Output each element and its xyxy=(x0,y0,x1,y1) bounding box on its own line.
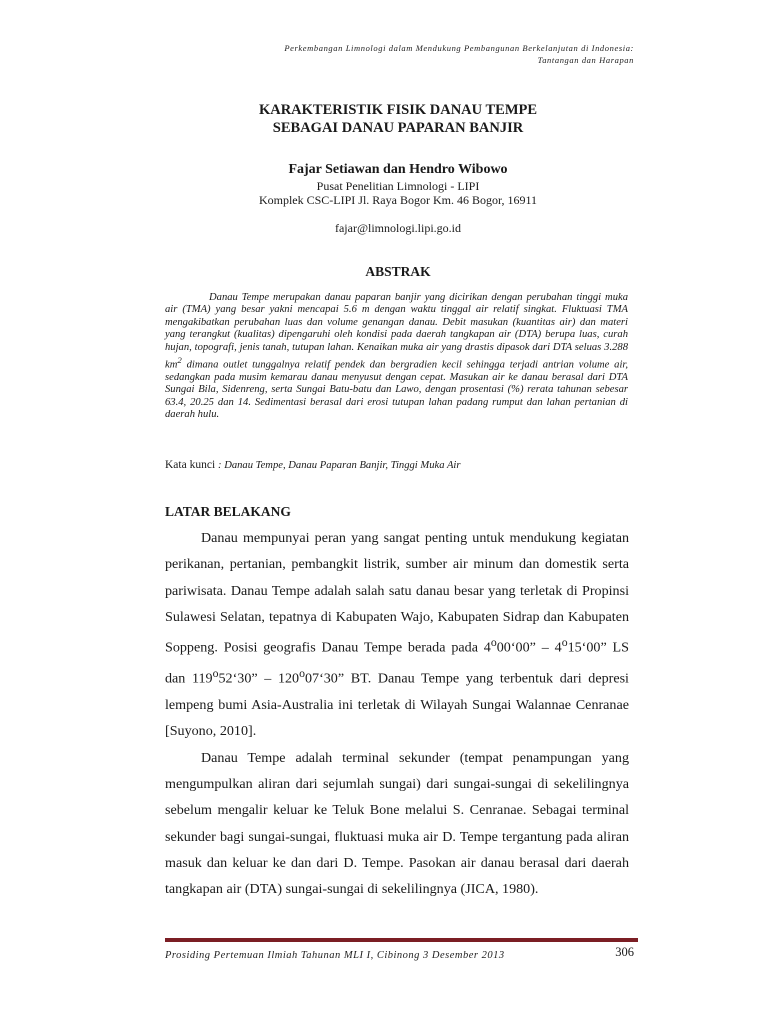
body-text xyxy=(165,525,629,903)
abstract-superscript: 2 xyxy=(177,355,182,366)
paragraph-1 xyxy=(165,525,629,745)
degree-sup: o xyxy=(561,636,568,650)
authors: Fajar Setiawan dan Hendro Wibowo xyxy=(288,162,508,177)
abstract-text-b: dimana outlet tunggalnya relatif pendek dan bergradien kecil sehingga terjadi antrian volume air, sedangkan pada musim kemarau danau menyusut dengan cepat. Masukan air ke danau berasal dari DTA Sungai Bila, Sidenreng, serta Sungai Batu-batu dan Lawo, dengan prosentasi (%) rerata tahunan sebesar 63.4, 20.25 dan 14. Sedimentasi berasal dari erosi tutupan lahan padang rumput dan lahan pertanian di daerah hulu. xyxy=(165,359,628,421)
page-number: 306 xyxy=(615,945,634,959)
degree-sup: o xyxy=(490,636,497,650)
abstract-heading: ABSTRAK xyxy=(365,264,431,279)
footer-rule xyxy=(165,938,638,942)
degree-sup: o xyxy=(212,667,219,681)
affiliation-line2: Komplek CSC-LIPI Jl. Raya Bogor Km. 46 Bogor, 16911 xyxy=(258,193,538,207)
p1-part-a: Danau mempunyai peran yang sangat penting untuk mendukung kegiatan perikanan, pertanian, pembangkit listrik, sumber air minum dan domestik serta pariwisata. Danau Tempe adalah salah satu danau besar yang terletak di Propinsi Sulawesi Selatan, tepatnya di Kabupaten Wajo, Kabupaten Sidrap dan Kabupaten Soppeng. Posisi geografis Danau Tempe berada pada 4 xyxy=(165,530,629,656)
running-header-line1: Perkembangan Limnologi dalam Mendukung Pembangunan Berkelanjutan di Indonesia: xyxy=(284,43,634,53)
author-email: fajar@limnologi.lipi.go.id xyxy=(334,221,462,235)
footer-text: Prosiding Pertemuan Ilmiah Tahunan MLI I, Cibinong 3 Desember 2013 xyxy=(165,950,505,961)
affiliation-line1: Pusat Penelitian Limnologi - LIPI xyxy=(316,179,480,193)
p1-part-c: 15‘00” LS dan 119 xyxy=(165,639,630,687)
paragraph-2: Danau Tempe adalah terminal sekunder (tempat penampungan yang mengumpulkan aliran dari sejumlah sungai) dari sungai-sungai di sekelilingnya sebelum mengalir keluar ke Teluk Bone melalui S. Cenranae. Sebagai terminal sekunder bagi sungai-sungai, fluktuasi muka air D. Tempe tergantung pada aliran masuk dan keluar ke dan dari D. Tempe. Pasokan air danau berasal dari daerah tangkapan air (DTA) sungai-sungai di sekelilingnya (JICA, 1980). xyxy=(165,749,629,898)
p1-part-e: 07‘30” BT. Danau Tempe yang terbentuk dari depresi lempeng bumi Asia-Australia ini terletak di Wilayah Sungai Walannae Cenranae [Suyono, 2010]. xyxy=(165,670,629,740)
abstract-text-a: Danau Tempe merupakan danau paparan banjir yang dicirikan dengan perubahan tinggi muka air (TMA) yang besar yakni mencapai 5.6 m dengan waktu tinggal air relatif singkat. Fluktuasi TMA mengakibatkan perubahan luas dan volume genangan danau. Debit masukan (kuantitas air) dan materi yang terangkut (kualitas) dipengaruhi oleh kondisi pada daerah tangkapan air (DTA) berupa luas, curah hujan, topografi, jenis tanah, tutupan lahan. Kenaikan muka air yang drastis dipasok dari DTA seluas 3.288 km xyxy=(165,292,628,371)
running-header xyxy=(284,42,634,66)
abstract-text xyxy=(165,292,628,422)
running-header-line2: Tantangan dan Harapan xyxy=(537,55,634,65)
paper-title xyxy=(0,101,768,137)
affiliation xyxy=(0,179,768,207)
section-heading: LATAR BELAKANG xyxy=(165,504,291,519)
p1-part-d: 52‘30” – 120 xyxy=(218,670,300,687)
p1-part-b: 00‘00” – 4 xyxy=(496,639,562,656)
keywords-value: : Danau Tempe, Danau Paparan Banjir, Tinggi Muka Air xyxy=(218,460,461,471)
keywords-label: Kata kunci xyxy=(165,459,216,471)
degree-sup: o xyxy=(299,667,305,681)
paper-title-line1: KARAKTERISTIK FISIK DANAU TEMPE xyxy=(258,102,538,118)
keywords xyxy=(165,459,628,471)
paper-title-line2: SEBAGAI DANAU PAPARAN BANJIR xyxy=(272,120,524,136)
